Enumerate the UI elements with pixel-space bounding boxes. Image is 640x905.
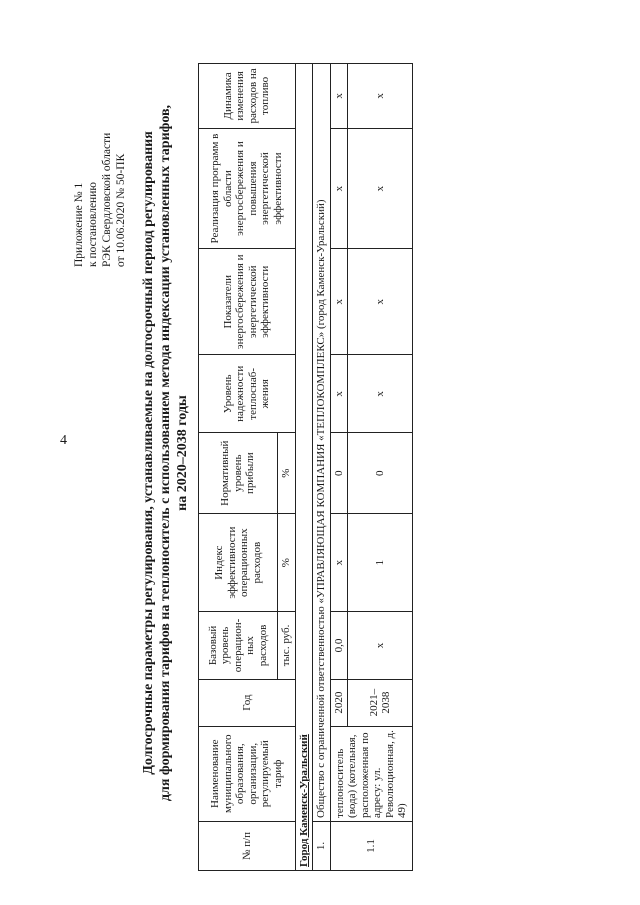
header-name: Наименование муниципального образования, организации, регулируемый тариф (199, 726, 296, 821)
item-name: теплоноситель (вода) (котельная, расположенная по адресу: ул. Революционная, д. 49) (330, 726, 413, 821)
header-num: № п/п (199, 821, 296, 870)
unit-index: % (278, 514, 296, 612)
org-num: 1. (313, 821, 331, 870)
city-name: Город Каменск-Уральский (297, 734, 310, 867)
header-index: Индекс эффективности операционных расходов (199, 514, 278, 612)
document-title (140, 53, 191, 853)
cell-base: х (348, 612, 413, 679)
header-base: Базовый уровень операцион-ных расходов (199, 612, 278, 679)
item-num: 1.1 (330, 821, 413, 870)
appendix-line: к постановлению (87, 182, 99, 267)
unit-base: тыс. руб. (278, 612, 296, 679)
cell-profit: 0 (330, 433, 348, 514)
appendix-line: от 10.06.2020 № 50-ПК (115, 153, 127, 267)
city-row (295, 64, 313, 871)
org-name: Общество с ограниченной ответственностью «УПРАВЛЯЮЩАЯ КОМПАНИЯ «ТЕПЛОКОМПЛЕКС» (город Каменск-Уральский) (313, 64, 331, 822)
cell-fuel: х (348, 64, 413, 129)
unit-profit: % (278, 433, 296, 514)
header-year: Год (199, 679, 296, 726)
header-row (199, 64, 278, 871)
cell-reliability: х (330, 355, 348, 433)
cell-year: 2021–2038 (348, 679, 413, 726)
appendix-line: РЭК Свердловской области (101, 132, 113, 267)
cell-program: х (330, 128, 348, 248)
header-reliability: Уровень надежности теплоснаб-жения (199, 355, 296, 433)
header-fuel: Динамика изменения расходов на топливо (199, 64, 296, 129)
cell-program: х (348, 128, 413, 248)
page-number: 4 (60, 433, 67, 448)
appendix-line: Приложение № 1 (73, 182, 85, 267)
cell-reliability: х (348, 355, 413, 433)
header-program: Реализация программ в области энергосбережения и повышения энергетической эффективности (199, 128, 296, 248)
appendix-block (72, 37, 128, 267)
landscape-page (22, 23, 622, 893)
header-profit: Нормативный уровень прибыли (199, 433, 278, 514)
table-row (330, 64, 348, 871)
cell-energy: х (330, 249, 348, 355)
cell-energy: х (348, 249, 413, 355)
cell-index: 1 (348, 514, 413, 612)
cell-index: х (330, 514, 348, 612)
title-line: на 2020–2038 годы (175, 395, 190, 511)
title-line: Долгосрочные параметры регулирования, устанавливаемые на долгосрочный период регулирования (141, 131, 156, 775)
title-line: для формирования тарифов на теплоноситель с использованием метода индексации установленных тарифов, (158, 104, 173, 802)
cell-fuel: х (330, 64, 348, 129)
cell-profit: 0 (348, 433, 413, 514)
org-row (313, 64, 331, 871)
parameters-table (198, 63, 413, 871)
cell-base: 0,0 (330, 612, 348, 679)
header-energy: Показатели энергосбережения и энергетической эффективности (199, 249, 296, 355)
cell-year: 2020 (330, 679, 348, 726)
